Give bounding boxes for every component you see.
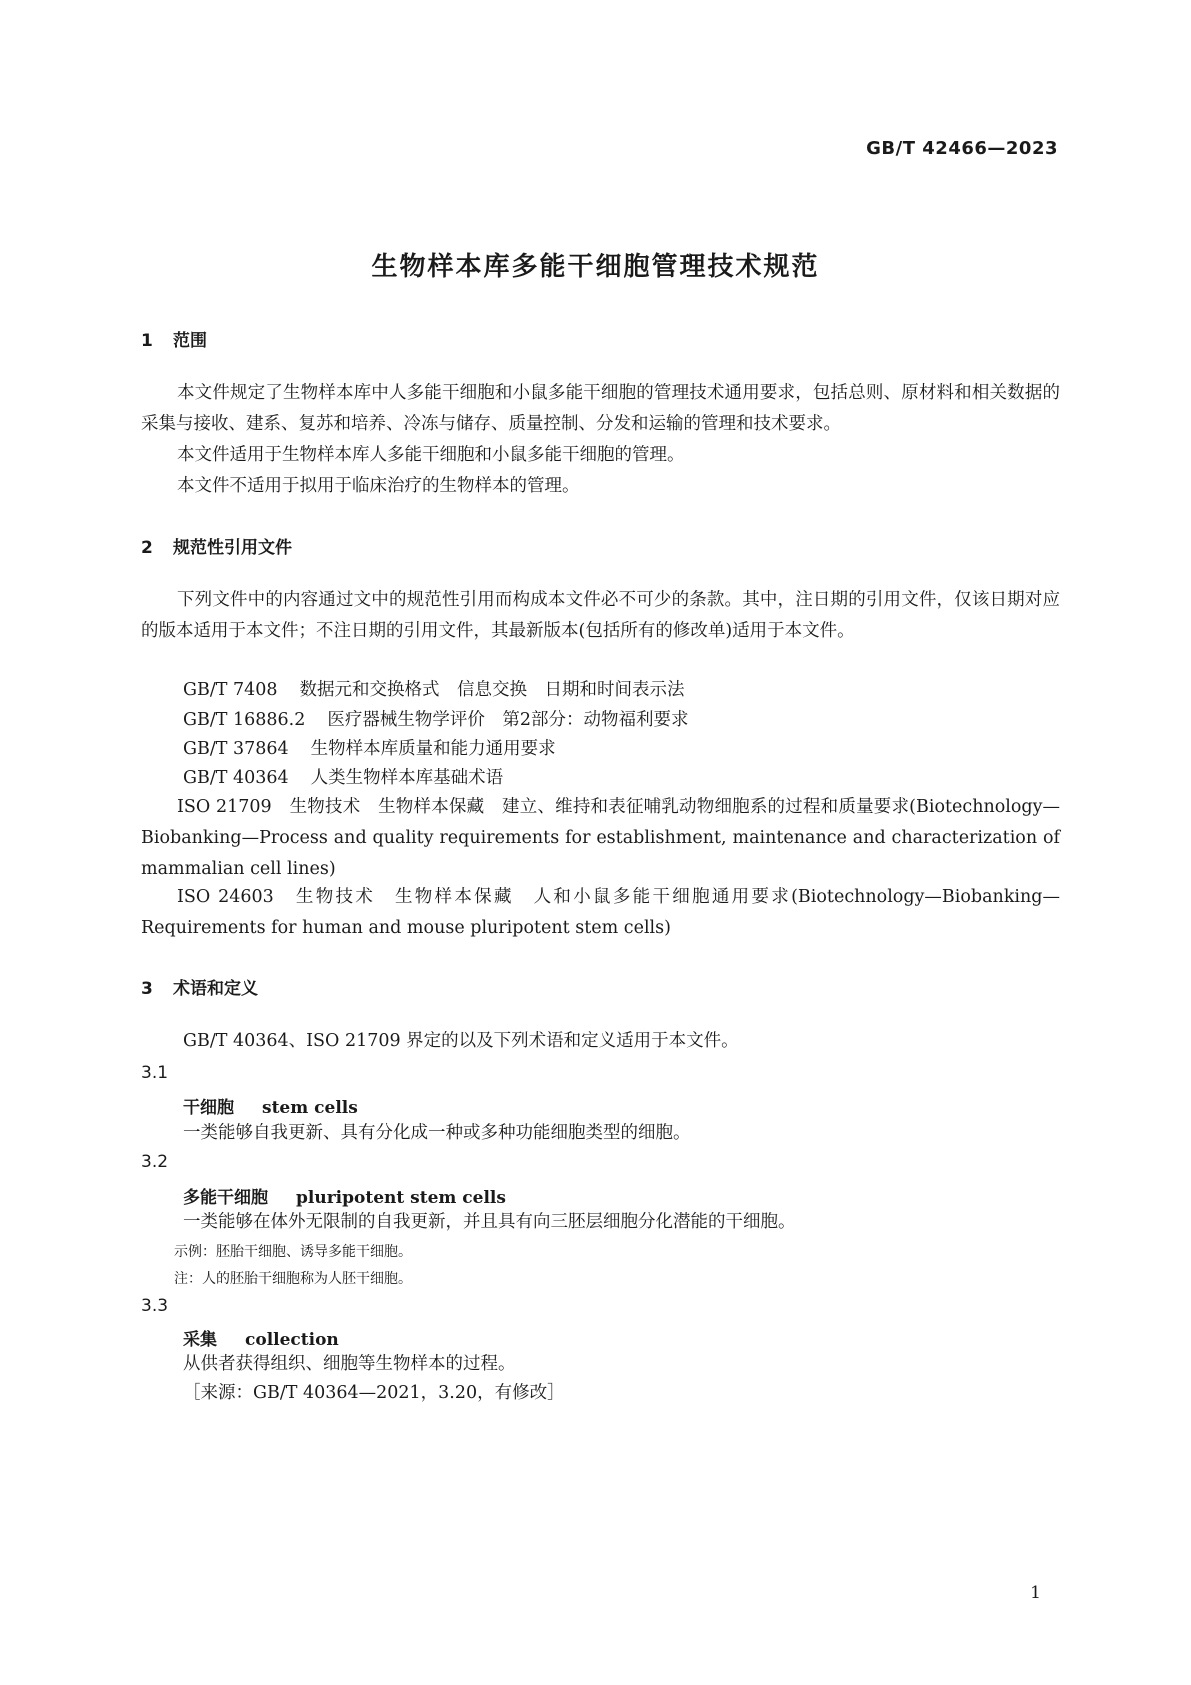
section-title: 术语和定义: [173, 979, 258, 999]
reference-code: GB/T 37864: [183, 739, 289, 759]
section-2-heading: [141, 533, 292, 558]
term-source: ［来源：GB/T 40364—2021，3.20，有修改］: [183, 1383, 565, 1403]
reference-code: GB/T 16886.2: [183, 710, 306, 730]
section-1-heading: [141, 326, 207, 351]
section-1-paragraph-1: 本文件规定了生物样本库中人多能干细胞和小鼠多能干细胞的管理技术通用要求，包括总则、原材料和相关数据的采集与接收、建系、复苏和培养、冷冻与储存、质量控制、分发和运输的管理和技术要求。: [141, 383, 1060, 434]
reference-item: [183, 705, 688, 736]
term-note: [174, 1268, 412, 1288]
reference-title: 医疗器械生物学评价 第2部分：动物福利要求: [327, 710, 689, 730]
reference-item: [183, 763, 503, 794]
term-chinese: 干细胞: [183, 1098, 234, 1118]
section-1-paragraph-2: 本文件适用于生物样本库人多能干细胞和小鼠多能干细胞的管理。: [177, 445, 685, 465]
term-english: pluripotent stem cells: [296, 1188, 506, 1208]
example-label: 示例：: [174, 1244, 216, 1260]
reference-iso-21709: ISO 21709 生物技术 生物样本保藏 建立、维持和表征哺乳动物细胞系的过程和质量要求(Biotechnology—Biobanking—Process and quality requirements for establishment, maintenance and characterization of mammalian cell lines): [141, 797, 1060, 879]
term-number: 3.1: [141, 1063, 169, 1083]
section-number: 1: [141, 331, 153, 351]
reference-code: GB/T 7408: [183, 680, 278, 700]
reference-code: GB/T 40364: [183, 768, 289, 788]
term-chinese: 多能干细胞: [183, 1188, 268, 1208]
section-title: 规范性引用文件: [173, 538, 292, 558]
term-chinese: 采集: [183, 1330, 217, 1350]
term-english: stem cells: [262, 1098, 358, 1118]
section-1-paragraph-3: 本文件不适用于拟用于临床治疗的生物样本的管理。: [177, 476, 580, 496]
reference-title: 生物样本库质量和能力通用要求: [310, 739, 556, 759]
standard-number: GB/T 42466—2023: [866, 138, 1058, 159]
term-definition: 一类能够在体外无限制的自我更新，并且具有向三胚层细胞分化潜能的干细胞。: [183, 1212, 796, 1232]
section-number: 3: [141, 979, 153, 999]
term-definition: 一类能够自我更新、具有分化成一种或多种功能细胞类型的细胞。: [183, 1123, 691, 1143]
term-heading: [183, 1325, 339, 1350]
example-text: 胚胎干细胞、诱导多能干细胞。: [216, 1244, 412, 1260]
reference-iso-24603: ISO 24603 生物技术 生物样本保藏 人和小鼠多能干细胞通用要求(Biotechnology—Biobanking—Requirements for human and mouse pluripotent stem cells): [141, 887, 1060, 938]
page-number: 1: [1030, 1583, 1041, 1603]
term-number: 3.3: [141, 1296, 169, 1316]
reference-title: 数据元和交换格式 信息交换 日期和时间表示法: [299, 680, 685, 700]
term-definition: 从供者获得组织、细胞等生物样本的过程。: [183, 1354, 516, 1374]
reference-item: [183, 734, 556, 765]
section-3-intro: GB/T 40364、ISO 21709 界定的以及下列术语和定义适用于本文件。: [183, 1031, 739, 1051]
section-number: 2: [141, 538, 153, 558]
section-2-intro: 下列文件中的内容通过文中的规范性引用而构成本文件必不可少的条款。其中，注日期的引用文件，仅该日期对应的版本适用于本文件；不注日期的引用文件，其最新版本(包括所有的修改单)适用于本文件。: [141, 590, 1060, 641]
term-example: [174, 1241, 412, 1261]
term-heading: [183, 1183, 506, 1208]
note-text: 人的胚胎干细胞称为人胚干细胞。: [202, 1271, 412, 1287]
section-title: 范围: [173, 331, 207, 351]
reference-title: 人类生物样本库基础术语: [310, 768, 504, 788]
term-heading: [183, 1093, 358, 1118]
document-title: 生物样本库多能干细胞管理技术规范: [371, 252, 820, 282]
term-english: collection: [245, 1330, 339, 1350]
section-3-heading: [141, 974, 258, 999]
reference-item: [183, 675, 685, 706]
term-number: 3.2: [141, 1152, 169, 1172]
note-label: 注：: [174, 1271, 202, 1287]
